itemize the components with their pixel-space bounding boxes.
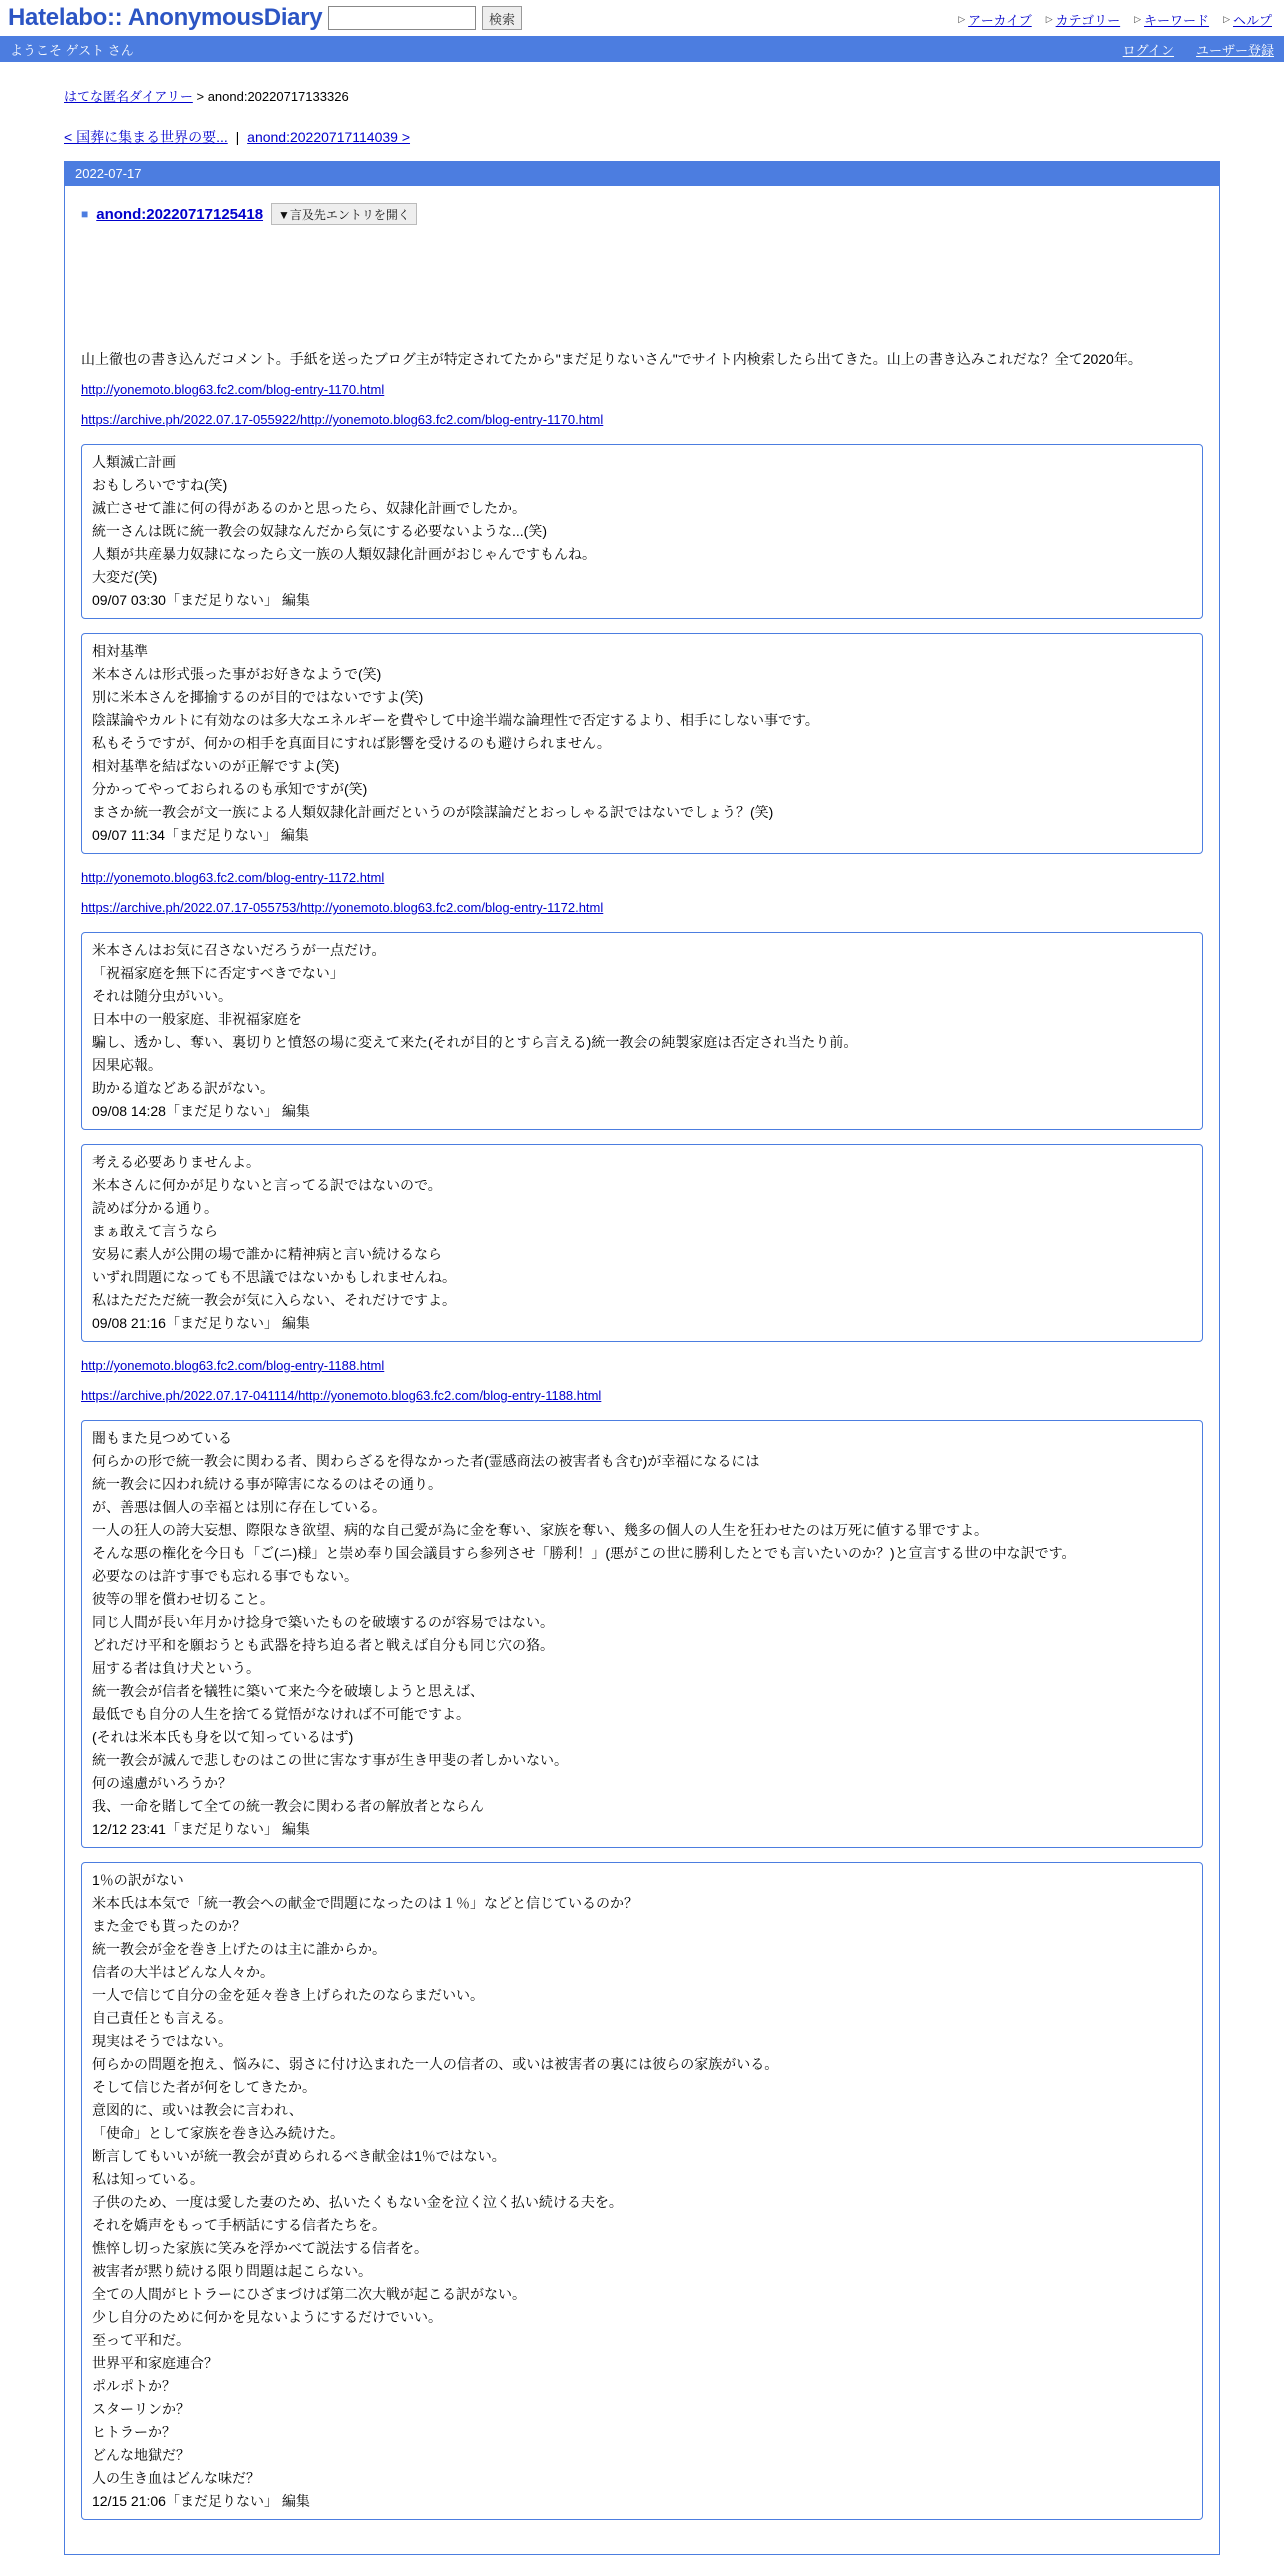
comment-line: 「祝福家庭を無下に否定すべきでない」 xyxy=(92,965,344,981)
comment-line: そんな悪の権化を今日も「ご(ニ)様」と崇め奉り国会議員すら参列させ「勝利！」(悪がこの世に勝利したとでも言いたいのか？)と宣言する世の中な訳です。 xyxy=(92,1545,1076,1561)
archive-link-row xyxy=(81,898,1203,918)
comment-line: 1％の訳がない xyxy=(92,1872,184,1888)
pager xyxy=(64,127,1220,147)
source-link-row xyxy=(81,868,1203,888)
comment-quote xyxy=(81,444,1203,619)
day-date: 2022-07-17 xyxy=(65,162,1219,186)
entry-spacer xyxy=(81,226,1203,348)
comment-line: 世界平和家庭連合？ xyxy=(92,2355,218,2371)
main-content xyxy=(64,62,1220,2555)
entry-title-link[interactable]: anond:20220717125418 xyxy=(96,205,264,223)
comment-line: 別に米本さんを揶揄するのが目的ではないですよ(笑) xyxy=(92,689,424,705)
archive-link[interactable]: https://archive.ph/2022.07.17-041114/http://yonemoto.blog63.fc2.com/blog-entry-1188.html xyxy=(81,1388,602,1403)
comment-line: 断言してもいいが統一教会が責められるべき献金は1％ではない。 xyxy=(92,2148,506,2164)
comment-line: 分かってやっておられるのも承知ですが(笑) xyxy=(92,781,368,797)
comment-line: 何らかの形で統一教会に関わる者、関わらざるを得なかった者(霊感商法の被害者も含む)が幸福になるには xyxy=(92,1453,760,1469)
archive-link[interactable]: https://archive.ph/2022.07.17-055922/http://yonemoto.blog63.fc2.com/blog-entry-1170.html xyxy=(81,412,604,427)
comment-line: 子供のため、一度は愛した妻のため、払いたくもない金を泣く泣く払い続ける夫を。 xyxy=(92,2194,623,2210)
comment-line: それは随分虫がいい。 xyxy=(92,988,232,1004)
comment-meta: 12/12 23:41「まだ足りない」 編集 xyxy=(92,1821,310,1837)
comment-line: 大変だ(笑) xyxy=(92,569,158,585)
comment-line: 騙し、透かし、奪い、裏切りと憤怒の場に変えて来た(それが目的とすら言える)統一教会の純製家庭は否定され当たり前。 xyxy=(92,1034,858,1050)
comment-meta: 09/07 11:34「まだ足りない」 編集 xyxy=(92,827,309,843)
comment-line: 闇もまた見つめている xyxy=(92,1430,232,1446)
nav-help-link[interactable]: ヘルプ xyxy=(1232,13,1272,28)
breadcrumb-current: anond:20220717133326 xyxy=(207,89,349,104)
comment-line: (それは米本氏も身を以て知っているはず) xyxy=(92,1729,354,1745)
site-header xyxy=(0,0,1284,36)
source-link[interactable]: http://yonemoto.blog63.fc2.com/blog-entry-1188.html xyxy=(81,1358,385,1373)
entry-intro: 山上徹也の書き込んだコメント。手紙を送ったブログ主が特定されてたから"まだ足りないさん"でサイト内検索したら出てきた。山上の書き込みこれだな？全て2020年。 xyxy=(81,351,1142,367)
login-link[interactable]: ログイン xyxy=(1122,42,1174,58)
comment-line: 私はただただ統一教会が気に入らない、それだけですよ。 xyxy=(92,1292,456,1308)
comment-line: 私もそうですが、何かの相手を真面目にすれば影響を受けるのも避けられません。 xyxy=(92,735,611,751)
comment-line: 必要なのは許す事でも忘れる事でもない。 xyxy=(92,1568,358,1584)
comment-line: 日本中の一般家庭、非祝福家庭を xyxy=(92,1011,302,1027)
nav-keyword-link[interactable]: キーワード xyxy=(1144,13,1210,28)
comment-line: ヒトラーか？ xyxy=(92,2424,176,2440)
comment-line: スターリンか？ xyxy=(92,2401,190,2417)
comment-line: 滅亡させて誰に何の得があるのかと思ったら、奴隷化計画でしたか。 xyxy=(92,500,526,516)
breadcrumb xyxy=(64,86,1220,105)
nav-category-link[interactable]: カテゴリー xyxy=(1055,13,1121,28)
comment-line: 何らかの問題を抱え、悩みに、弱さに付け込まれた一人の信者の、或いは被害者の裏には彼らの家族がいる。 xyxy=(92,2056,779,2072)
comment-line: 統一教会が滅んで悲しむのはこの世に害なす事が生き甲斐の者しかいない。 xyxy=(92,1752,568,1768)
comment-line: 信者の大半はどんな人々か。 xyxy=(92,1964,274,1980)
search-form xyxy=(328,6,522,30)
comment-quote xyxy=(81,633,1203,854)
nav-help xyxy=(1223,10,1272,29)
comment-line: 最低でも自分の人生を捨てる覚悟がなければ不可能ですよ。 xyxy=(92,1706,470,1722)
comment-line: 米本さんはお気に召さないだろうが一点だけ。 xyxy=(92,942,386,958)
comment-line: また金でも貰ったのか？ xyxy=(92,1918,246,1934)
nav-archive xyxy=(958,10,1032,29)
comment-line: 至って平和だ。 xyxy=(92,2332,190,2348)
open-references-button[interactable]: ▼言及先エントリを開く xyxy=(271,203,417,225)
comment-line: 意図的に、或いは教会に言われ、 xyxy=(92,2102,303,2118)
day-section xyxy=(64,161,1220,2555)
comment-quote xyxy=(81,1862,1203,2520)
user-links xyxy=(1123,40,1274,59)
comment-line: 陰謀論やカルトに有効なのは多大なエネルギーを費やして中途半端な論理性で否定するより、相手にしない事です。 xyxy=(92,712,819,728)
comment-line: が、善悪は個人の幸福とは別に存在している。 xyxy=(92,1499,386,1515)
next-entry-link[interactable]: anond:20220717114039 > xyxy=(247,129,411,145)
comment-line: 読めば分かる通り。 xyxy=(92,1200,218,1216)
comment-line: 人の生き血はどんな味だ？ xyxy=(92,2470,260,2486)
nav-archive-link[interactable]: アーカイブ xyxy=(968,13,1032,28)
comment-line: 人類が共産暴力奴隷になったら文一族の人類奴隷化計画がおじゃんですもんね。 xyxy=(92,546,596,562)
user-bar xyxy=(0,36,1284,62)
comment-line: いずれ問題になっても不思議ではないかもしれませんね。 xyxy=(92,1269,456,1285)
comment-meta: 12/15 21:06「まだ足りない」 編集 xyxy=(92,2493,310,2509)
comment-line: 相対基準を結ばないのが正解ですよ(笑) xyxy=(92,758,340,774)
square-icon: ■ xyxy=(81,207,89,221)
comment-meta: 09/08 14:28「まだ足りない」 編集 xyxy=(92,1103,310,1119)
comment-line: 米本さんに何かが足りないと言ってる訳ではないので。 xyxy=(92,1177,442,1193)
nav-keyword xyxy=(1134,10,1209,29)
comment-line: 自己責任とも言える。 xyxy=(92,2010,232,2026)
comment-meta: 09/07 03:30「まだ足りない」 編集 xyxy=(92,592,310,608)
archive-link-row xyxy=(81,1386,1203,1406)
comment-line: 少し自分のために何かを見ないようにするだけでいい。 xyxy=(92,2309,442,2325)
comment-meta: 09/08 21:16「まだ足りない」 編集 xyxy=(92,1315,310,1331)
comment-line: 憔悴し切った家族に笑みを浮かべて説法する信者を。 xyxy=(92,2240,428,2256)
comment-line: ポルポトか？ xyxy=(92,2378,176,2394)
arrow-icon: ▷ xyxy=(1223,14,1230,24)
comment-line: おもしろいですね(笑) xyxy=(92,477,228,493)
comment-line: 一人の狂人の誇大妄想、際限なき欲望、病的な自己愛が為に金を奪い、家族を奪い、幾多の個人の人生を狂わせたのは万死に値する罪ですよ。 xyxy=(92,1522,988,1538)
comment-line: 助かる道などある訳がない。 xyxy=(92,1080,274,1096)
comment-line: 人類滅亡計画 xyxy=(92,454,176,470)
comment-line: 米本さんは形式張った事がお好きなようで(笑) xyxy=(92,666,382,682)
comment-line: 統一教会に囚われ続ける事が障害になるのはその通り。 xyxy=(92,1476,442,1492)
comment-line: 私は知っている。 xyxy=(92,2171,204,2187)
arrow-icon: ▷ xyxy=(1045,14,1053,24)
comment-line: 屈する者は負け犬という。 xyxy=(92,1660,260,1676)
header-nav xyxy=(958,10,1272,29)
source-link[interactable]: http://yonemoto.blog63.fc2.com/blog-entry-1172.html xyxy=(81,870,385,885)
welcome-text: ようこそ ゲスト さん xyxy=(10,42,134,58)
breadcrumb-separator: > xyxy=(196,89,205,104)
search-button[interactable]: 検索 xyxy=(482,6,522,30)
comment-line: 被害者が黙り続ける限り問題は起こらない。 xyxy=(92,2263,372,2279)
comment-quote xyxy=(81,1420,1203,1848)
nav-category xyxy=(1046,10,1120,29)
comment-quote xyxy=(81,932,1203,1130)
comment-line: 考える必要ありませんよ。 xyxy=(92,1154,260,1170)
breadcrumb-root-link[interactable]: はてな匿名ダイアリー xyxy=(64,89,193,104)
comment-line: 米本氏は本気で「統一教会への献金で問題になったのは１％」などと信じているのか？ xyxy=(92,1895,638,1911)
comment-line: 因果応報。 xyxy=(92,1057,162,1073)
pager-separator: | xyxy=(235,129,240,145)
source-link-row xyxy=(81,380,1203,400)
comment-line: 相対基準 xyxy=(92,643,148,659)
register-link[interactable]: ユーザー登録 xyxy=(1195,42,1274,58)
source-link[interactable]: http://yonemoto.blog63.fc2.com/blog-entry-1170.html xyxy=(81,382,385,397)
arrow-icon: ▷ xyxy=(958,14,966,24)
comment-line: 統一教会が金を巻き上げたのは主に誰からか。 xyxy=(92,1941,386,1957)
comment-line: まさか統一教会が文一族による人類奴隷化計画だというのが陰謀論だとおっしゃる訳ではないでしょう？(笑) xyxy=(92,804,774,820)
comment-line: 同じ人間が長い年月かけ捻身で築いたものを破壊するのが容易ではない。 xyxy=(92,1614,554,1630)
entry-body xyxy=(65,186,1219,2554)
comment-line: 安易に素人が公開の場で誰かに精神病と言い続けるなら xyxy=(92,1246,442,1262)
comment-quote xyxy=(81,1144,1203,1342)
comment-line: 現実はそうではない。 xyxy=(92,2033,232,2049)
archive-link-row xyxy=(81,410,1203,430)
entry-sections xyxy=(81,380,1203,2520)
site-logo[interactable]: Hatelabo:: AnonymousDiary xyxy=(8,4,323,31)
comment-line: 我、一命を賭して全ての統一教会に関わる者の解放者とならん xyxy=(92,1798,484,1814)
source-link-row xyxy=(81,1356,1203,1376)
comment-line: 彼等の罪を償わせ切ること。 xyxy=(92,1591,274,1607)
comment-line: まぁ敢えて言うなら xyxy=(92,1223,218,1239)
entry-title-row xyxy=(81,202,1203,226)
archive-link[interactable]: https://archive.ph/2022.07.17-055753/http://yonemoto.blog63.fc2.com/blog-entry-1172.html xyxy=(81,900,604,915)
comment-line: どれだけ平和を願おうとも武器を持ち迫る者と戦えば自分も同じ穴の狢。 xyxy=(92,1637,554,1653)
arrow-icon: ▷ xyxy=(1134,14,1142,24)
comment-line: そして信じた者が何をしてきたか。 xyxy=(92,2079,316,2095)
comment-line: 一人で信じて自分の金を延々巻き上げられたのならまだいい。 xyxy=(92,1987,484,2003)
comment-line: 統一教会が信者を犠牲に築いて来た今を破壊しようと思えば、 xyxy=(92,1683,484,1699)
comment-line: 何の遠慮がいろうか？ xyxy=(92,1775,232,1791)
search-input[interactable] xyxy=(328,6,476,30)
comment-line: どんな地獄だ？ xyxy=(92,2447,190,2463)
comment-line: 全ての人間がヒトラーにひざまづけば第二次大戦が起こる訳がない。 xyxy=(92,2286,526,2302)
comment-line: 「使命」として家族を巻き込み続けた。 xyxy=(92,2125,344,2141)
comment-line: それを嬌声をもって手柄話にする信者たちを。 xyxy=(92,2217,386,2233)
comment-line: 統一さんは既に統一教会の奴隷なんだから気にする必要ないような...(笑) xyxy=(92,523,547,539)
prev-entry-link[interactable]: < 国葬に集まる世界の要... xyxy=(64,129,228,145)
